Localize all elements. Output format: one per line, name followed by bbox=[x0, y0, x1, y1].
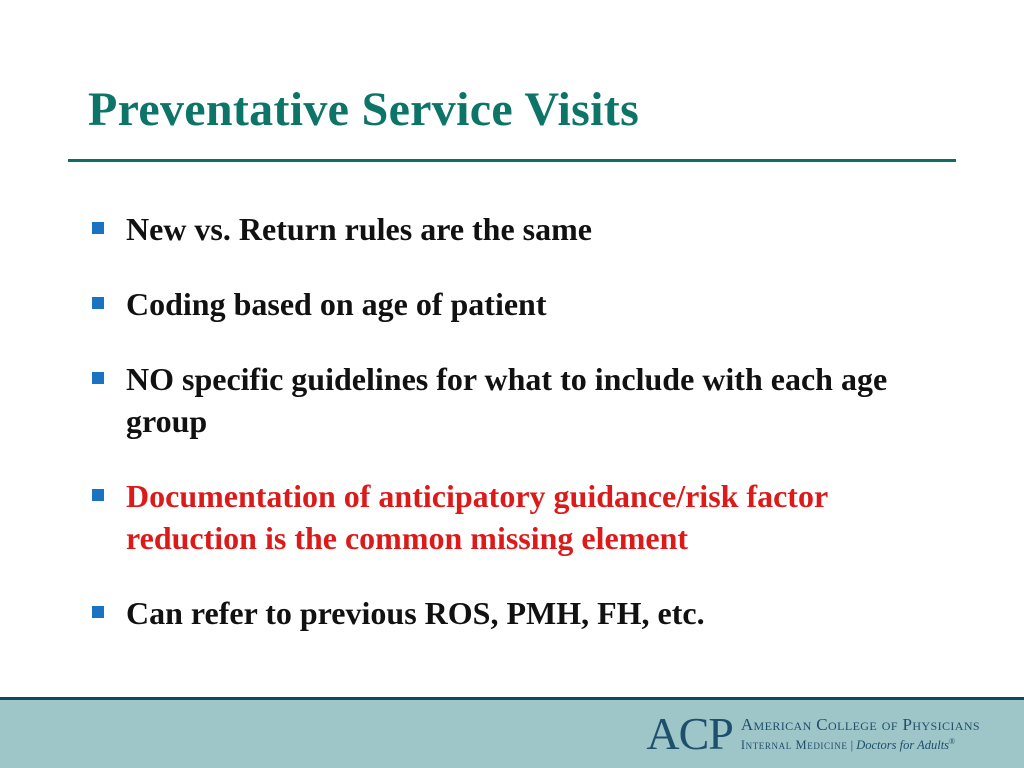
bullet-text: Coding based on age of patient bbox=[126, 286, 547, 322]
bullet-item bbox=[92, 592, 962, 634]
logo-tagline bbox=[741, 734, 980, 753]
registered-mark: ® bbox=[949, 736, 956, 746]
logo-tagline-left: Internal Medicine bbox=[740, 738, 848, 753]
bullet-text: New vs. Return rules are the same bbox=[126, 211, 592, 247]
square-bullet-icon bbox=[92, 372, 104, 384]
title-divider bbox=[68, 159, 956, 162]
logo-tagline-separator: | bbox=[850, 738, 854, 753]
logo-acronym: ACP bbox=[646, 708, 733, 759]
bullet-item bbox=[92, 283, 962, 325]
square-bullet-icon bbox=[92, 297, 104, 309]
logo-organization-name: American College of Physicians bbox=[740, 714, 980, 734]
bullet-list bbox=[92, 208, 962, 667]
bullet-text: NO specific guidelines for what to include with each age group bbox=[126, 361, 888, 439]
bullet-text: Documentation of anticipatory guidance/risk factor reduction is the common missing element bbox=[126, 478, 828, 556]
bullet-item bbox=[92, 358, 962, 442]
square-bullet-icon bbox=[92, 606, 104, 618]
square-bullet-icon bbox=[92, 222, 104, 234]
square-bullet-icon bbox=[92, 489, 104, 501]
logo-tagline-right: Doctors for Adults bbox=[856, 738, 950, 753]
logo-text bbox=[741, 715, 980, 753]
bullet-text: Can refer to previous ROS, PMH, FH, etc. bbox=[126, 595, 705, 631]
slide-title: Preventative Service Visits bbox=[88, 83, 640, 136]
acp-logo bbox=[646, 710, 980, 758]
bullet-item-highlighted bbox=[92, 475, 962, 559]
footer-band bbox=[0, 700, 1024, 768]
bullet-item bbox=[92, 208, 962, 250]
